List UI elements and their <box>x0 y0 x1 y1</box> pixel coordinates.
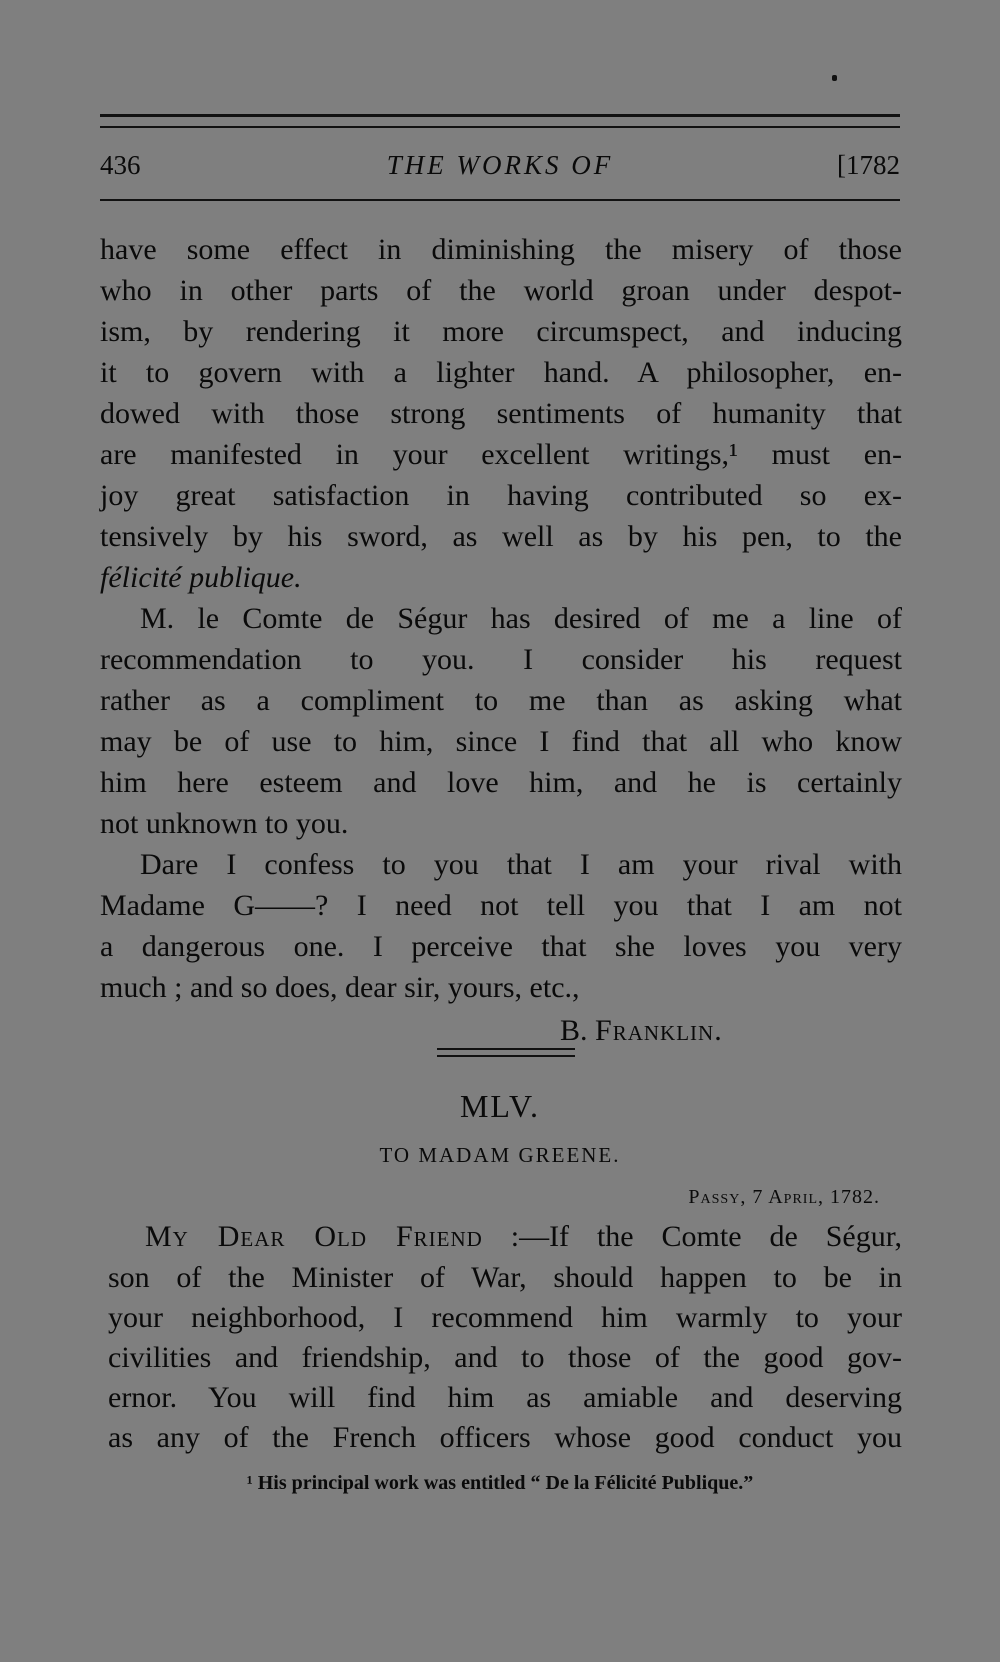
salutation-line <box>145 1217 902 1257</box>
signature-surname: Franklin. <box>595 1014 723 1047</box>
text-line: rather as a compliment to me than as asking what <box>100 684 902 717</box>
running-head <box>100 150 900 184</box>
salutation: My Dear Old Friend <box>145 1220 483 1253</box>
letter-addressee: TO MADAM GREENE. <box>379 1143 621 1167</box>
text-line: much ; and so does, dear sir, yours, etc., <box>100 971 580 1004</box>
running-title: THE WORKS OF <box>386 150 614 180</box>
text-line: are manifested in your excellent writings,¹ must en- <box>100 438 902 471</box>
text-line: may be of use to him, since I find that all who know <box>100 725 902 758</box>
text-line: ernor. You will find him as amiable and deserving <box>108 1381 902 1414</box>
footnote: ¹ His principal work was entitled “ De la Félicité Publique.” <box>246 1472 754 1494</box>
salutation-continuation: :—If the Comte de Ségur, <box>510 1220 903 1253</box>
text-line: your neighborhood, I recommend him warmly to your <box>108 1301 902 1334</box>
ink-speck <box>832 75 837 81</box>
text-line: civilities and friendship, and to those of the good gov- <box>108 1341 902 1374</box>
text-line: dowed with those strong sentiments of humanity that <box>100 397 902 430</box>
text-line: have some effect in diminishing the misery of those <box>100 233 902 266</box>
text-line: him here esteem and love him, and he is certainly <box>100 766 902 799</box>
text-line: not unknown to you. <box>100 807 349 840</box>
text-line: as any of the French officers whose good conduct you <box>108 1421 902 1454</box>
text-line: ism, by rendering it more circumspect, and inducing <box>100 315 902 348</box>
running-year: [1782 <box>837 150 900 180</box>
italic-phrase: félicité publique. <box>100 561 302 594</box>
text-line: it to govern with a lighter hand. A philosopher, en- <box>100 356 902 389</box>
page-number: 436 <box>100 150 141 180</box>
signature-initial: B. <box>560 1014 588 1047</box>
top-rule-thick <box>100 114 900 117</box>
text-line: a dangerous one. I perceive that she loves you very <box>100 930 902 963</box>
text-line: Dare I confess to you that I am your rival with <box>140 848 902 881</box>
text-line: recommendation to you. I consider his request <box>100 643 902 676</box>
top-rule-thin <box>100 126 900 128</box>
signature <box>560 1011 723 1051</box>
letter-dateline: Passy, 7 April, 1782. <box>688 1186 880 1208</box>
text-line: who in other parts of the world groan under despot- <box>100 274 902 307</box>
text-line: son of the Minister of War, should happen to be in <box>108 1261 902 1294</box>
separator-rule-top <box>437 1048 575 1050</box>
text-line: Madame G——? I need not tell you that I am not <box>100 889 902 922</box>
text-line: M. le Comte de Ségur has desired of me a line of <box>140 602 902 635</box>
separator-rule-bottom <box>437 1055 575 1057</box>
letter-number: MLV. <box>459 1088 541 1124</box>
text-line: tensively by his sword, as well as by his pen, to the <box>100 520 902 553</box>
header-rule <box>100 199 900 201</box>
text-line: joy great satisfaction in having contributed so ex- <box>100 479 902 512</box>
